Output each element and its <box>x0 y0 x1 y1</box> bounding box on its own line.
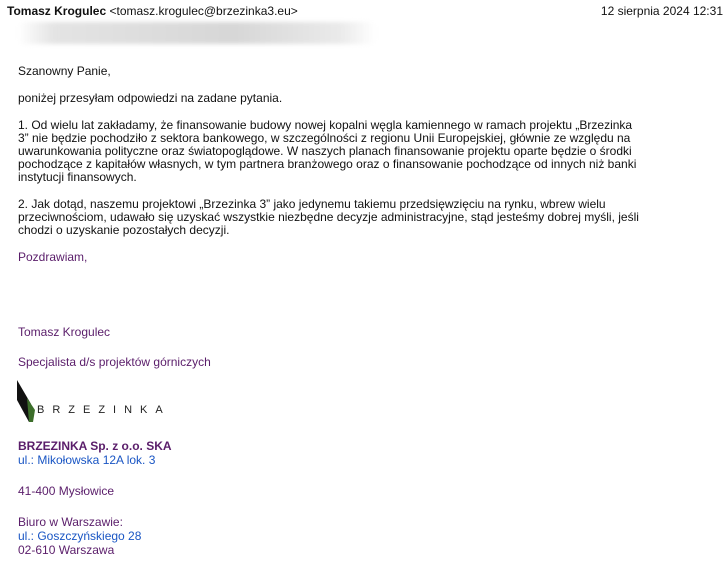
logo-mark-icon <box>17 380 37 422</box>
answer-2-line: chodzi o uzyskanie pozostałych decyzji. <box>18 223 230 237</box>
answer-1-line: uwarunkowania polityczne oraz światopoglądowe. W naszych planach finansowanie projektu oparte będzie o środki <box>18 144 632 158</box>
answer-1-line: 1. Od wielu lat zakładamy, że finansowanie budowy nowej kopalni węgla kamiennego w ramach projektu „Brzezinka <box>18 118 633 132</box>
signature-name: Tomasz Krogulec <box>18 325 111 339</box>
brzezinka-logo <box>17 380 177 424</box>
intro-line: poniżej przesyłam odpowiedzi na zadane pytania. <box>18 91 283 105</box>
company-city: 41-400 Mysłowice <box>18 484 115 498</box>
answer-2-line: przeciwnościom, udawało się uzyskać wszystkie niezbędne decyzje administracyjne, stąd jesteśmy dobrej myśli, jeśli <box>18 210 639 224</box>
answer-2 <box>18 198 708 237</box>
office-city: 02-610 Warszawa <box>18 543 115 557</box>
answer-1-line: 3” nie będzie pochodziło z sektora bankowego, w szczególności z regionu Unii Europejskiej, głównie ze względu na <box>18 131 631 145</box>
company-name: BRZEZINKA Sp. z o.o. SKA <box>18 439 172 453</box>
sender-name[interactable]: Tomasz Krogulec <box>7 4 107 18</box>
redacted-recipient-bar <box>18 22 376 44</box>
answer-1-line: pochodzące z kapitałów własnych, w tym partnera branżowego oraz o finansowanie pochodzące od innych niż banki <box>18 157 637 171</box>
closing: Pozdrawiam, <box>18 250 88 264</box>
company-block <box>18 439 172 467</box>
signature-role: Specjalista d/s projektów górniczych <box>18 355 211 369</box>
sender-email[interactable]: <tomasz.krogulec@brzezinka3.eu> <box>109 4 298 18</box>
email-body <box>18 65 708 278</box>
email-date: 12 sierpnia 2024 12:31 <box>600 4 723 18</box>
answer-1-line: instytucji finansowych. <box>18 170 137 184</box>
office-street[interactable]: ul.: Goszczyńskiego 28 <box>18 529 142 543</box>
answer-2-line: 2. Jak dotąd, naszemu projektowi „Brzezinka 3” jako jedynemu takiemu przedsięwzięciu na rynku, wbrew wielu <box>18 197 606 211</box>
greeting: Szanowny Panie, <box>18 64 111 78</box>
company-street[interactable]: ul.: Mikołowska 12A lok. 3 <box>18 453 156 467</box>
office-block <box>18 515 141 557</box>
email-header <box>7 4 723 20</box>
answer-1 <box>18 119 708 184</box>
logo-text: BRZEZINKA <box>37 404 171 416</box>
office-label: Biuro w Warszawie: <box>18 515 123 529</box>
